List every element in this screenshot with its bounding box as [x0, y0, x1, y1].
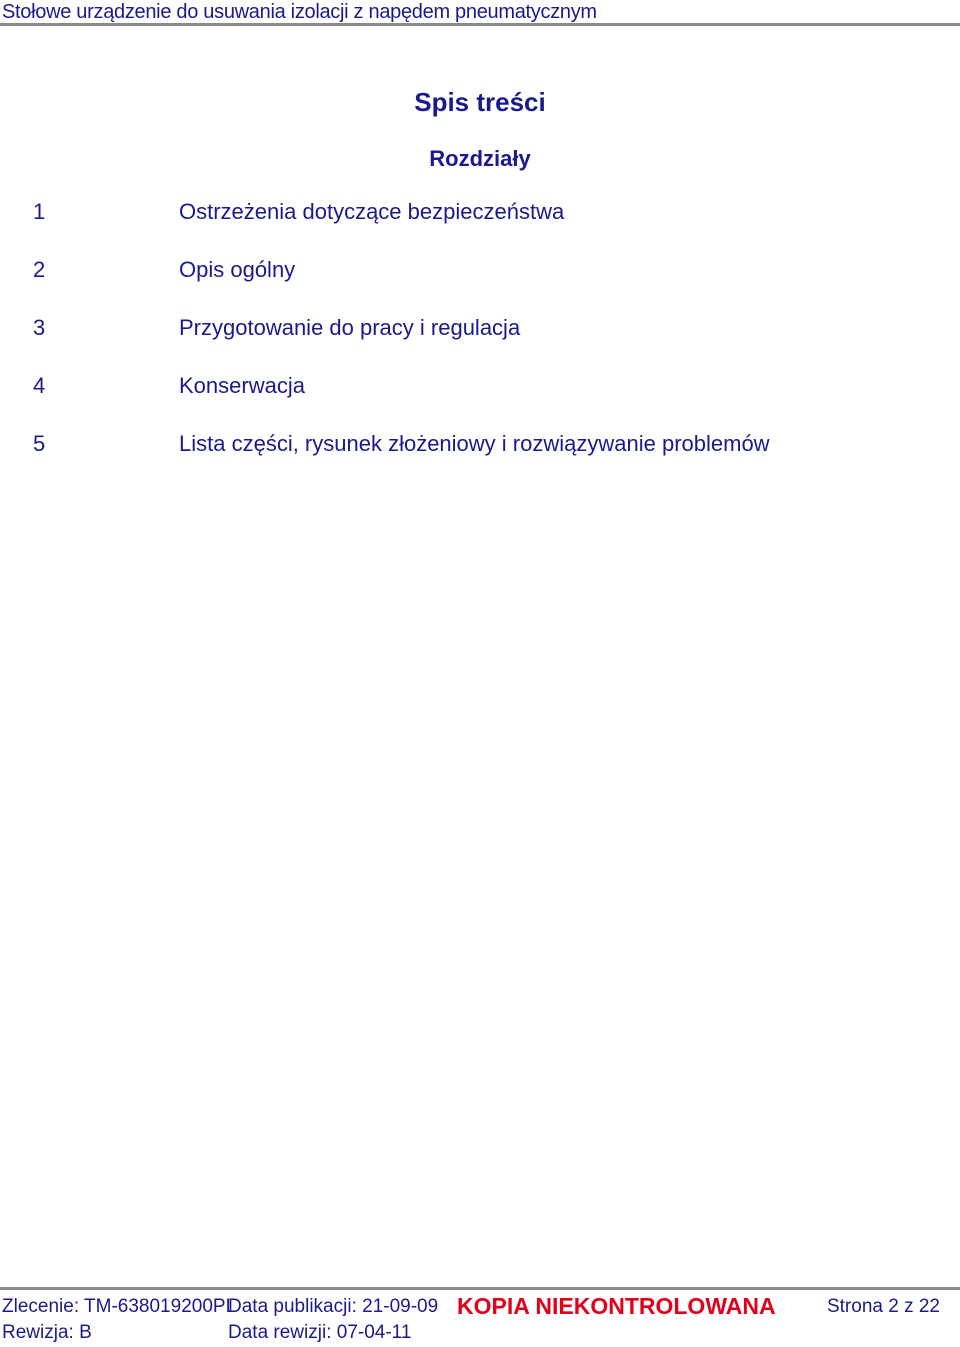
- toc-item-number: 2: [33, 257, 46, 282]
- toc-item-label: Lista części, rysunek złożeniowy i rozwiązywanie problemów: [179, 431, 770, 456]
- toc-item-label: Ostrzeżenia dotyczące bezpieczeństwa: [179, 199, 565, 224]
- publication-date: Data publikacji: 21-09-09: [228, 1296, 439, 1317]
- toc-item-number: 4: [33, 373, 46, 398]
- order-number: Zlecenie: TM-638019200PL: [2, 1296, 237, 1317]
- page-number: Strona 2 z 22: [826, 1296, 940, 1317]
- toc-list: [0, 196, 960, 486]
- page-footer: [0, 1287, 960, 1347]
- toc-item[interactable]: [0, 254, 960, 312]
- toc-item-label: Opis ogólny: [179, 257, 296, 282]
- toc-subtitle: Rozdziały: [429, 146, 531, 171]
- toc-item[interactable]: [0, 196, 960, 254]
- header-divider: [0, 23, 960, 26]
- document-title: Stołowe urządzenie do usuwania izolacji z napędem pneumatycznym: [2, 1, 597, 23]
- uncontrolled-copy-label: KOPIA NIEKONTROLOWANA: [457, 1293, 776, 1319]
- toc-item-label: Przygotowanie do pracy i regulacja: [179, 315, 521, 340]
- toc-item[interactable]: [0, 428, 960, 486]
- toc-title: Spis treści: [414, 87, 546, 117]
- revision-date: Data rewizji: 07-04-11: [228, 1322, 412, 1343]
- toc-item-number: 5: [33, 431, 46, 456]
- page-header: [0, 0, 960, 26]
- footer-divider: [0, 1287, 960, 1290]
- toc-item[interactable]: [0, 312, 960, 370]
- revision: Rewizja: B: [2, 1322, 92, 1343]
- toc-item-label: Konserwacja: [179, 373, 305, 398]
- toc-item[interactable]: [0, 370, 960, 428]
- toc-item-number: 3: [33, 315, 46, 340]
- toc-item-number: 1: [33, 199, 46, 224]
